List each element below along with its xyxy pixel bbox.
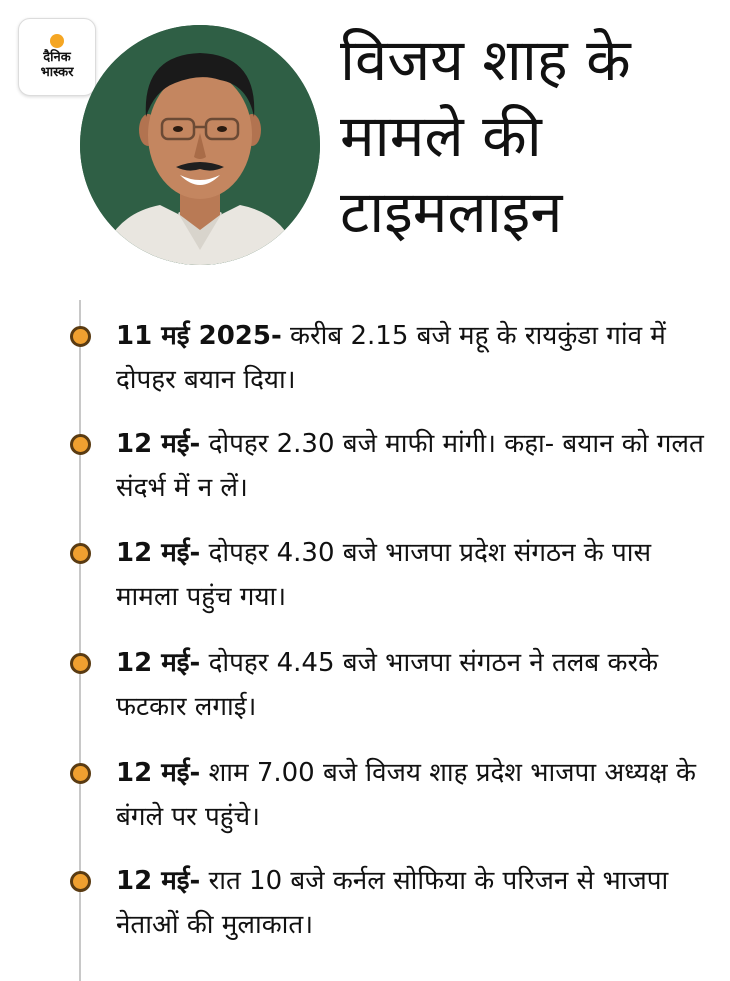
timeline-dot-icon	[70, 653, 91, 674]
event-description: दोपहर 4.45 बजे भाजपा संगठन ने तलब करके फटकार लगाई।	[116, 648, 659, 722]
event-text	[116, 641, 706, 729]
event-date: 12 मई-	[116, 648, 201, 678]
vijay-shah-portrait	[80, 25, 320, 265]
logo-text-line2: भास्कर	[40, 65, 74, 80]
sun-icon	[50, 34, 64, 48]
timeline-dot-icon	[70, 543, 91, 564]
timeline-dot-icon	[70, 434, 91, 455]
portrait-illustration	[80, 25, 320, 265]
event-description: करीब 2.15 बजे महू के रायकुंडा गांव में दोपहर बयान दिया।	[116, 321, 666, 395]
event-text	[116, 751, 706, 839]
timeline-dot-icon	[70, 871, 91, 892]
event-text	[116, 531, 706, 619]
event-date: 12 मई-	[116, 758, 201, 788]
timeline-dot-icon	[70, 326, 91, 347]
logo-text-line1: दैनिक	[43, 50, 71, 65]
event-date: 12 मई-	[116, 538, 201, 568]
page-title: विजय शाह के मामले की टाइमलाइन	[340, 26, 631, 246]
event-date: 12 मई-	[116, 866, 201, 896]
event-description: दोपहर 2.30 बजे माफी मांगी। कहा- बयान को गलत संदर्भ में न लें।	[116, 429, 704, 503]
event-description: शाम 7.00 बजे विजय शाह प्रदेश भाजपा अध्यक्ष के बंगले पर पहुंचे।	[116, 758, 696, 832]
event-description: दोपहर 4.30 बजे भाजपा प्रदेश संगठन के पास मामला पहुंच गया।	[116, 538, 652, 612]
event-date: 12 मई-	[116, 429, 201, 459]
event-text	[116, 314, 706, 402]
event-text	[116, 859, 706, 947]
event-text	[116, 422, 706, 510]
event-date: 11 मई 2025-	[116, 321, 282, 351]
dainik-bhaskar-logo	[18, 18, 96, 96]
timeline-dot-icon	[70, 763, 91, 784]
event-description: रात 10 बजे कर्नल सोफिया के परिजन से भाजपा नेताओं की मुलाकात।	[116, 866, 669, 940]
